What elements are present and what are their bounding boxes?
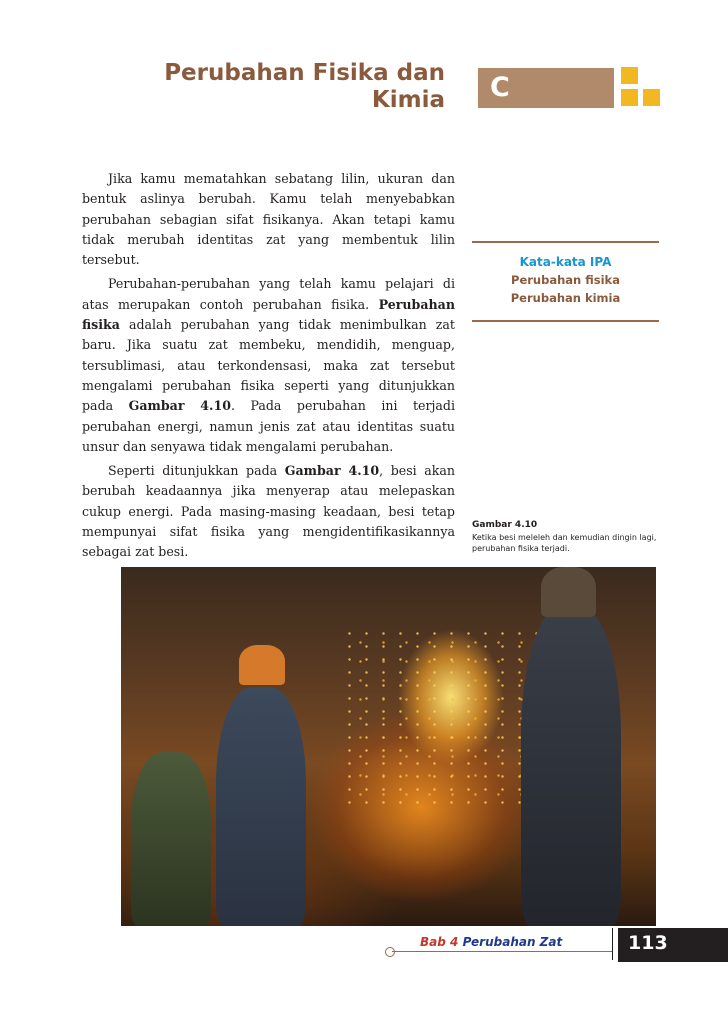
figure-caption (472, 520, 657, 554)
section-title-line1: Perubahan Fisika dan (164, 60, 445, 86)
section-badge (478, 68, 614, 108)
footer-chapter (420, 935, 562, 949)
worker-figure (131, 752, 211, 926)
page-number: 113 (628, 932, 668, 954)
caption-text: Ketika besi meleleh dan kemudian dingin lagi, perubahan fisika terjadi. (472, 533, 657, 553)
term-perubahan-fisika: Perubahan fisika (82, 296, 455, 333)
section-title (130, 60, 445, 114)
kata-kata-item: Perubahan fisika (511, 273, 620, 287)
hard-hat (239, 645, 285, 685)
section-title-line2: Kimia (371, 87, 445, 113)
sparks (341, 627, 541, 807)
decor-square (621, 89, 638, 106)
footer-divider (612, 928, 613, 960)
worker-figure (521, 607, 621, 926)
paragraph-2: Perubahan-perubahan yang telah kamu pelajari di atas merupakan contoh perubahan fisika. Perubahan fisika adalah perubahan yang tidak menimbulkan zat baru. Jika suatu zat membeku, mendidih, menguap, tersublimasi, atau terkondensasi, maka zat tersebut mengalami perubahan fisika seperti yang ditunjukkan pada Gambar 4.10. Pada perubahan ini terjadi perubahan energi, namun jenis zat atau identitas suatu unsur dan senyawa tidak mengalami perubahan. (82, 276, 455, 454)
page-number-box (618, 928, 728, 962)
paragraph-3: Seperti ditunjukkan pada Gambar 4.10, besi akan berubah keadaannya jika menyerap atau melepaskan cukup energi. Pada masing-masing keadaan, besi tetap mempunyai sifat fisika yang mengidentifikasikannya sebagai zat besi. (82, 463, 456, 560)
chapter-title: Perubahan Zat (462, 935, 563, 949)
body-text (82, 169, 455, 567)
kata-kata-box (472, 241, 659, 322)
figure-ref: Gambar 4.10 (128, 398, 231, 414)
molten-iron-photo (121, 567, 656, 926)
paragraph-1: Jika kamu mematahkan sebatang lilin, ukuran dan bentuk aslinya berubah. Kamu telah menyebabkan perubahan sebagian sifat fisikanya. Akan tetapi kamu tidak merubah identitas zat yang membentuk lilin tersebut. (82, 171, 455, 268)
figure-ref: Gambar 4.10 (284, 463, 380, 479)
kata-kata-item: Perubahan kimia (510, 291, 621, 305)
section-letter: C (490, 72, 510, 103)
chapter-number: Bab 4 (420, 935, 459, 949)
kata-kata-title: Kata-kata IPA (519, 255, 612, 269)
decor-square (643, 89, 660, 106)
decor-square (621, 67, 638, 84)
worker-head (541, 567, 596, 617)
footer-dot (385, 947, 395, 957)
worker-figure (216, 687, 306, 926)
caption-title: Gambar 4.10 (472, 520, 538, 530)
footer-line (392, 951, 612, 952)
